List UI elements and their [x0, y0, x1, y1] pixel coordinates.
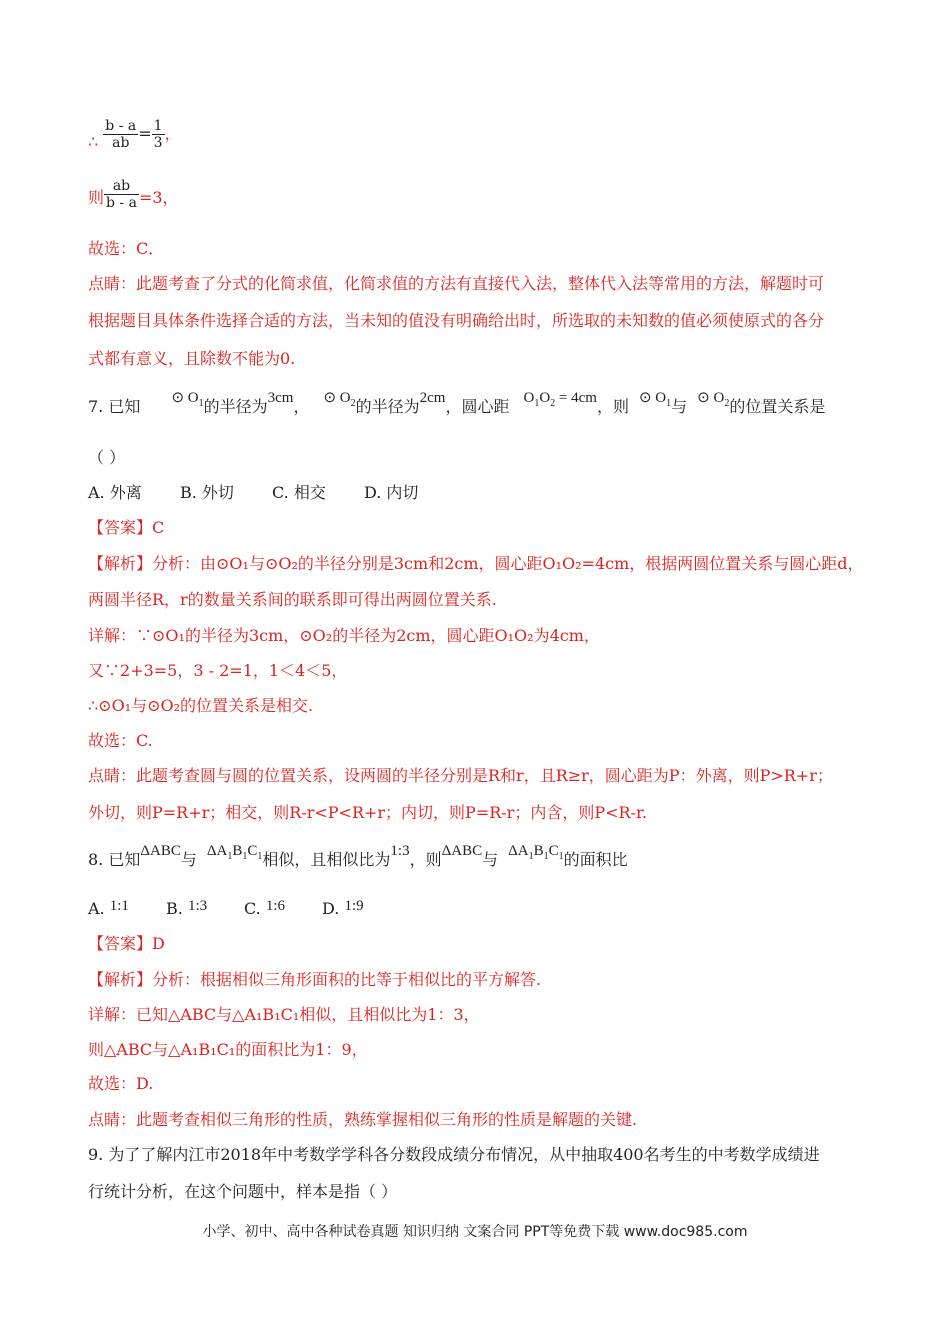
page-footer: 小学、初中、高中各种试卷真题 知识归纳 文案合同 PPT等免费下载 www.doc985.com: [202, 1224, 748, 1240]
circle-o1: [638, 390, 672, 409]
fraction-one-third: [152, 118, 165, 151]
subscript: 1: [257, 851, 263, 862]
tri-part: ΔA: [508, 843, 529, 859]
q7-prefix: 7. 已知: [88, 397, 141, 416]
q7-paren: （ ）: [88, 448, 126, 467]
q8-text-then: ，则: [409, 850, 442, 869]
q7-text-then: ，则: [596, 397, 629, 416]
fraction-numerator: 1: [153, 118, 163, 134]
q7-text-distance: ，圆心距: [445, 397, 510, 416]
q7-option-c: C. 相交: [272, 483, 326, 502]
q8-answer: 【答案】D: [88, 934, 165, 953]
subscript: 2: [550, 398, 556, 409]
tri-part: B: [533, 843, 544, 859]
q8-choice: 故选：D.: [88, 1074, 154, 1093]
q8-option-a: [88, 899, 166, 920]
triangle-abc: ΔABC: [441, 843, 483, 859]
option-value: 1:6: [265, 898, 286, 914]
q8-text-and-2: 与: [482, 850, 499, 869]
q7-question: [88, 390, 826, 424]
q7-option-a: A. 外离: [88, 483, 142, 502]
o-label: O: [523, 390, 535, 406]
option-letter: C.: [244, 899, 261, 918]
fraction-b-minus-a-over-ab: [103, 118, 138, 151]
fraction-denominator: ab: [112, 135, 130, 151]
q8-text-similar: 相似，且相似比为: [262, 850, 391, 869]
circle-o2: [323, 390, 356, 409]
q8-question: [88, 843, 628, 877]
q7-comment-line-2: 外切，则P=R+r；相交，则R-r<P<R+r；内切，则P=R-r；内含，则P<R-r.: [88, 803, 647, 822]
o-label: O: [539, 390, 551, 406]
radius-3cm: 3cm: [267, 390, 294, 406]
q8-option-b: [166, 899, 244, 920]
q7-detail-line-3: ∴⊙O₁与⊙O₂的位置关系是相交.: [88, 696, 314, 715]
fraction-ab-over-b-minus-a: [104, 178, 139, 211]
q7-text-relation: 的位置关系是: [729, 397, 826, 416]
then-word: 则: [88, 188, 105, 207]
subscript: 1: [543, 851, 549, 862]
q8-option-d: [322, 899, 364, 920]
q7-comment-line-1: 点睛：此题考查圆与圆的位置关系，设两圆的半径分别是R和r，且R≥r，圆心距为P：外离，则P>R+r；: [88, 766, 833, 785]
subscript: 1: [242, 851, 248, 862]
center-distance: [523, 390, 597, 409]
q9-line-2: 行统计分析，在这个问题中，样本是指（ ）: [88, 1182, 398, 1201]
subscript: 1: [227, 851, 233, 862]
q7-text-radius-2: 的半径为: [355, 397, 420, 416]
q7-analysis-line-2: 两圆半径R，r的数量关系间的联系即可得出两圆位置关系.: [88, 590, 497, 609]
q7-options: [88, 483, 418, 503]
q6-comment-line-2: 根据题目具体条件选择合适的方法，当未知的值没有明确给出时，所选取的未知数的值必须使原式的各分: [88, 311, 825, 330]
q6-then-line: [88, 178, 179, 211]
q6-comment-line-1: 点睛：此题考查了分式的化简求值，化简求值的方法有直接代入法，整体代入法等常用的方法，解题时可: [88, 274, 825, 293]
q8-analysis: 【解析】分析：根据相似三角形面积的比等于相似比的平方解答.: [88, 970, 542, 989]
therefore-symbol: ∴: [88, 132, 99, 151]
q6-comment-line-3: 式都有意义，且除数不能为0.: [88, 349, 296, 368]
q9-line-1: 9. 为了了解内江市2018年中考数学学科各分数段成绩分布情况，从中抽取400名考生的中考数学成绩进: [88, 1145, 820, 1164]
circle-o2-label: ⊙ O: [323, 390, 351, 406]
circle-o2: [697, 390, 730, 409]
option-letter: B.: [166, 899, 183, 918]
comma: ，: [293, 397, 310, 416]
q6-fraction-line: [88, 118, 181, 151]
subscript: 2: [350, 398, 356, 409]
subscript: 1: [666, 398, 672, 409]
radius-2cm: 2cm: [419, 390, 446, 406]
option-value: 1:1: [109, 898, 129, 914]
subscript: 1: [528, 851, 534, 862]
option-letter: D.: [322, 899, 340, 918]
comma: ，: [164, 124, 181, 143]
option-value: 1:9: [344, 898, 364, 914]
tri-part: C: [548, 843, 559, 859]
triangle-abc: ΔABC: [140, 843, 181, 859]
q7-analysis-line-1: 【解析】分析：由⊙O₁与⊙O₂的半径分别是3cm和2cm，圆心距O₁O₂=4cm，根据两圆位置关系与圆心距d，: [88, 554, 864, 573]
q8-detail-line-1: 详解：已知△ABC与△A₁B₁C₁相似，且相似比为1：3，: [88, 1005, 480, 1024]
circle-o1-label: ⊙ O: [638, 390, 667, 406]
q7-answer: 【答案】C: [88, 518, 165, 537]
subscript: 2: [724, 398, 730, 409]
circle-o1-label: ⊙ O: [171, 390, 199, 406]
circle-o2-label: ⊙ O: [697, 390, 725, 406]
q6-choice: 故选：C．: [88, 239, 165, 258]
fraction-numerator: ab: [104, 178, 139, 195]
fraction-numerator: b - a: [105, 118, 137, 134]
subscript: 1: [534, 398, 540, 409]
ratio-1-3: 1:3: [390, 843, 410, 859]
q8-option-c: [244, 899, 322, 920]
q8-options: [88, 899, 364, 920]
tri-part: B: [232, 843, 243, 859]
equals-three: =3，: [138, 188, 179, 207]
option-value: 1:3: [187, 898, 208, 914]
q7-detail-line-2: 又∵2+3=5，3 - 2=1，1＜4＜5，: [88, 661, 348, 680]
subscript: 1: [198, 398, 204, 409]
triangle-a1b1c1: [206, 843, 263, 862]
q7-text-radius: 的半径为: [203, 397, 268, 416]
q7-option-d: D. 内切: [364, 483, 419, 502]
tri-part: ΔA: [206, 843, 228, 859]
q8-text-area-ratio: 的面积比: [563, 850, 628, 869]
fraction-denominator: b - a: [106, 195, 137, 211]
triangle-a1b1c1: [508, 843, 564, 862]
q8-prefix: 8. 已知: [88, 850, 141, 869]
subscript: 1: [558, 851, 564, 862]
q7-text-and: 与: [671, 397, 688, 416]
q7-option-b: B. 外切: [180, 483, 234, 502]
equals-sign: =: [138, 124, 152, 143]
fraction-denominator: 3: [153, 135, 163, 151]
distance-value: = 4cm: [555, 390, 597, 406]
q8-text-and: 与: [180, 850, 197, 869]
circle-o1: [171, 390, 204, 409]
q8-detail-line-2: 则△ABC与△A₁B₁C₁的面积比为1：9，: [88, 1040, 368, 1059]
q7-choice: 故选：C.: [88, 731, 153, 750]
tri-part: C: [247, 843, 258, 859]
q7-detail-line-1: 详解：∵⊙O₁的半径为3cm，⊙O₂的半径为2cm，圆心距O₁O₂为4cm，: [88, 626, 600, 645]
q8-comment: 点睛：此题考查相似三角形的性质，熟练掌握相似三角形的性质是解题的关键.: [88, 1110, 638, 1129]
option-letter: A.: [88, 899, 105, 918]
